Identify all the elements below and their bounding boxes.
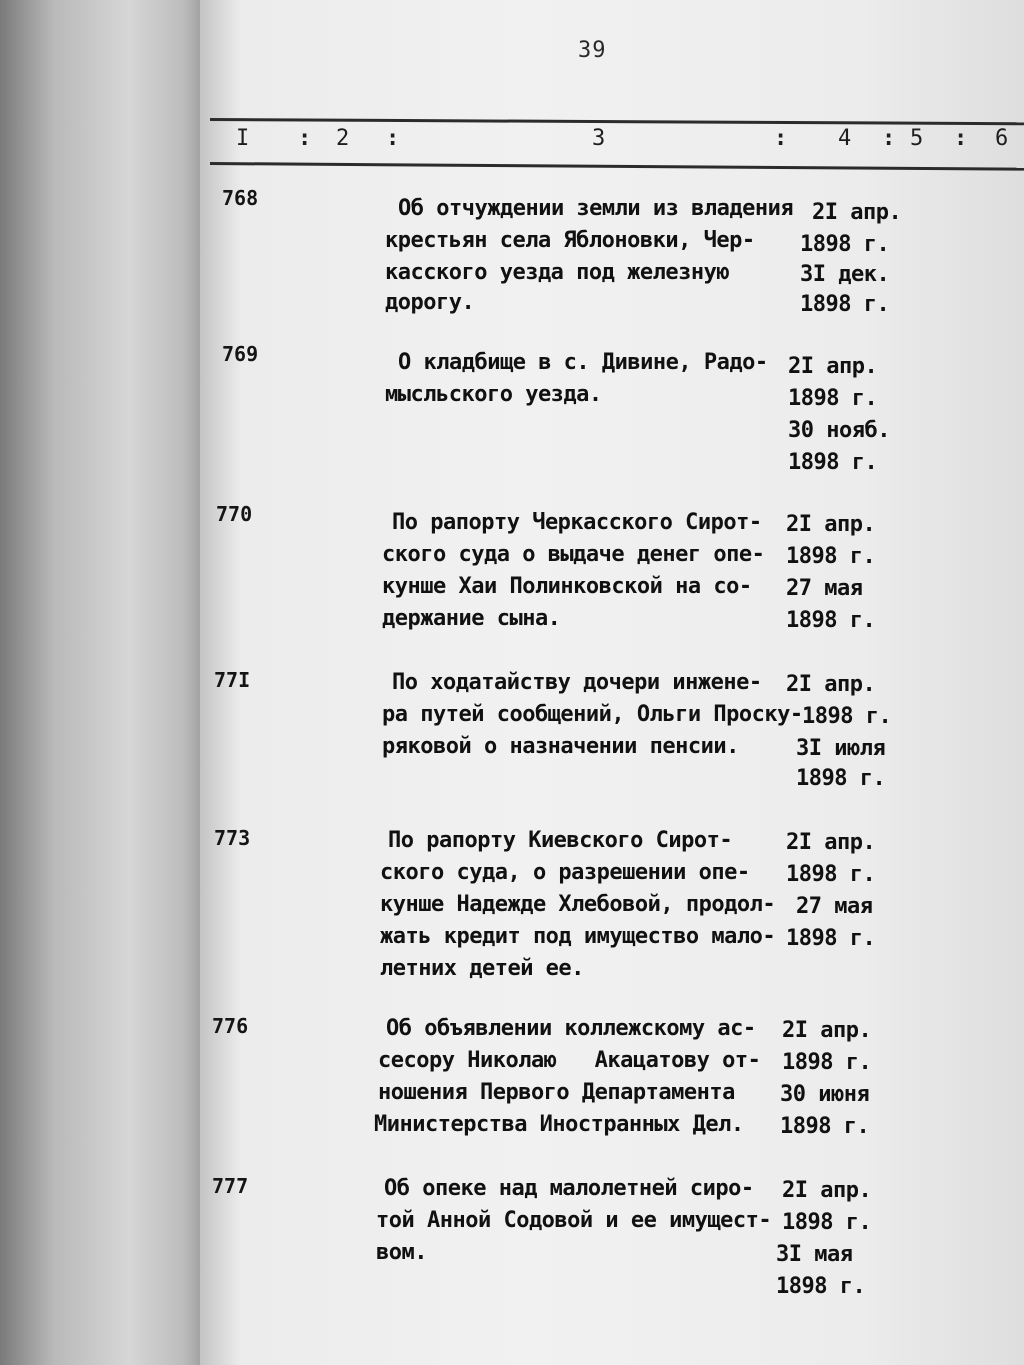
entry-date: 1898 г. [782,1210,872,1235]
entry-date: 2I апр. [812,200,902,225]
entry-date: 2I апр. [786,830,876,855]
entry-description-line: ра путей сообщений, Ольги Проску- [382,702,803,727]
entry-date: 1898 г. [776,1274,866,1299]
entry-date: 1898 г. [802,704,892,729]
entry-date: 30 июня [780,1082,870,1107]
column-divider: : [298,126,312,151]
entry-date: 2I апр. [788,354,878,379]
entry-description-line: вом. [376,1240,427,1265]
entry-description-line: ношения Первого Департамента [378,1080,735,1105]
entry-date: 3I мая [776,1242,853,1267]
entry-description-line: дорогу. [385,290,475,315]
entry-date: 1898 г. [786,608,876,633]
entry-number: 773 [214,826,251,850]
entry-date: 2I апр. [786,512,876,537]
entry-description-line: По рапорту Черкасского Сирот- [392,510,762,535]
entry-number: 777 [212,1174,249,1198]
entry-number: 768 [222,186,259,210]
entry-description-line: По ходатайству дочери инжене- [392,670,762,695]
column-divider: : [882,126,896,151]
entry-date: 3I июля [796,736,886,761]
entry-description-line: ряковой о назначении пенсии. [382,734,739,759]
entry-description-line: Министерства Иностранных Дел. [374,1112,744,1137]
entry-date: 1898 г. [786,862,876,887]
entry-description-line: Об объявлении коллежскому ас- [386,1016,756,1041]
entry-description-line: той Анной Содовой и ее имущест- [376,1208,772,1233]
facing-page [0,0,215,1365]
entry-date: 1898 г. [788,386,878,411]
entry-description-line: Об опеке над малолетней сиро- [384,1176,754,1201]
entry-description-line: мысльского уезда. [385,382,602,407]
entry-date: 2I апр. [782,1178,872,1203]
page-number: 39 [578,38,607,63]
entry-date: 1898 г. [788,450,878,475]
entry-description-line: сесору Николаю Акацатову от- [378,1048,761,1073]
column-4-header: 4 [838,126,852,151]
column-1-header: I [236,126,250,151]
entry-description-line: О кладбище в с. Дивине, Радо- [398,350,768,375]
entry-number: 776 [212,1014,249,1038]
column-3-header: 3 [592,126,606,151]
entry-date: 1898 г. [800,232,890,257]
column-6-header: 6 [995,126,1009,151]
entry-description-line: кунше Хаи Полинковской на со- [382,574,752,599]
column-divider: : [386,126,400,151]
entry-date: 1898 г. [780,1114,870,1139]
entry-date: 1898 г. [796,766,886,791]
entry-date: 2I апр. [782,1018,872,1043]
entry-date: 30 нояб. [788,418,890,443]
entry-description-line: крестьян села Яблоновки, Чер- [385,228,755,253]
entry-date: 27 мая [786,576,863,601]
column-5-header: 5 [910,126,924,151]
entry-date: 27 мая [796,894,873,919]
column-2-header: 2 [336,126,350,151]
entry-date: 2I апр. [786,672,876,697]
entry-description-line: ского суда о выдаче денег опе- [382,542,765,567]
entry-number: 770 [216,502,253,526]
entry-description-line: кунше Надежде Хлебовой, продол- [380,892,776,917]
entry-date: 1898 г. [782,1050,872,1075]
entry-description-line: Об отчуждении земли из владения [398,196,794,221]
entry-number: 77I [214,668,251,692]
entry-description-line: держание сына. [382,606,561,631]
entry-description-line: жать кредит под имущество мало- [380,924,776,949]
entry-date: 1898 г. [786,544,876,569]
entry-date: 3I дек. [800,262,890,287]
entry-description-line: летних детей ее. [380,956,584,981]
entry-description-line: ского суда, о разрешении опе- [380,860,750,885]
entry-number: 769 [222,342,259,366]
entry-date: 1898 г. [786,926,876,951]
entry-description-line: По рапорту Киевского Сирот- [388,828,733,853]
column-divider: : [954,126,968,151]
entry-date: 1898 г. [800,292,890,317]
column-divider: : [774,126,788,151]
entry-description-line: касского уезда под железную [385,260,730,285]
